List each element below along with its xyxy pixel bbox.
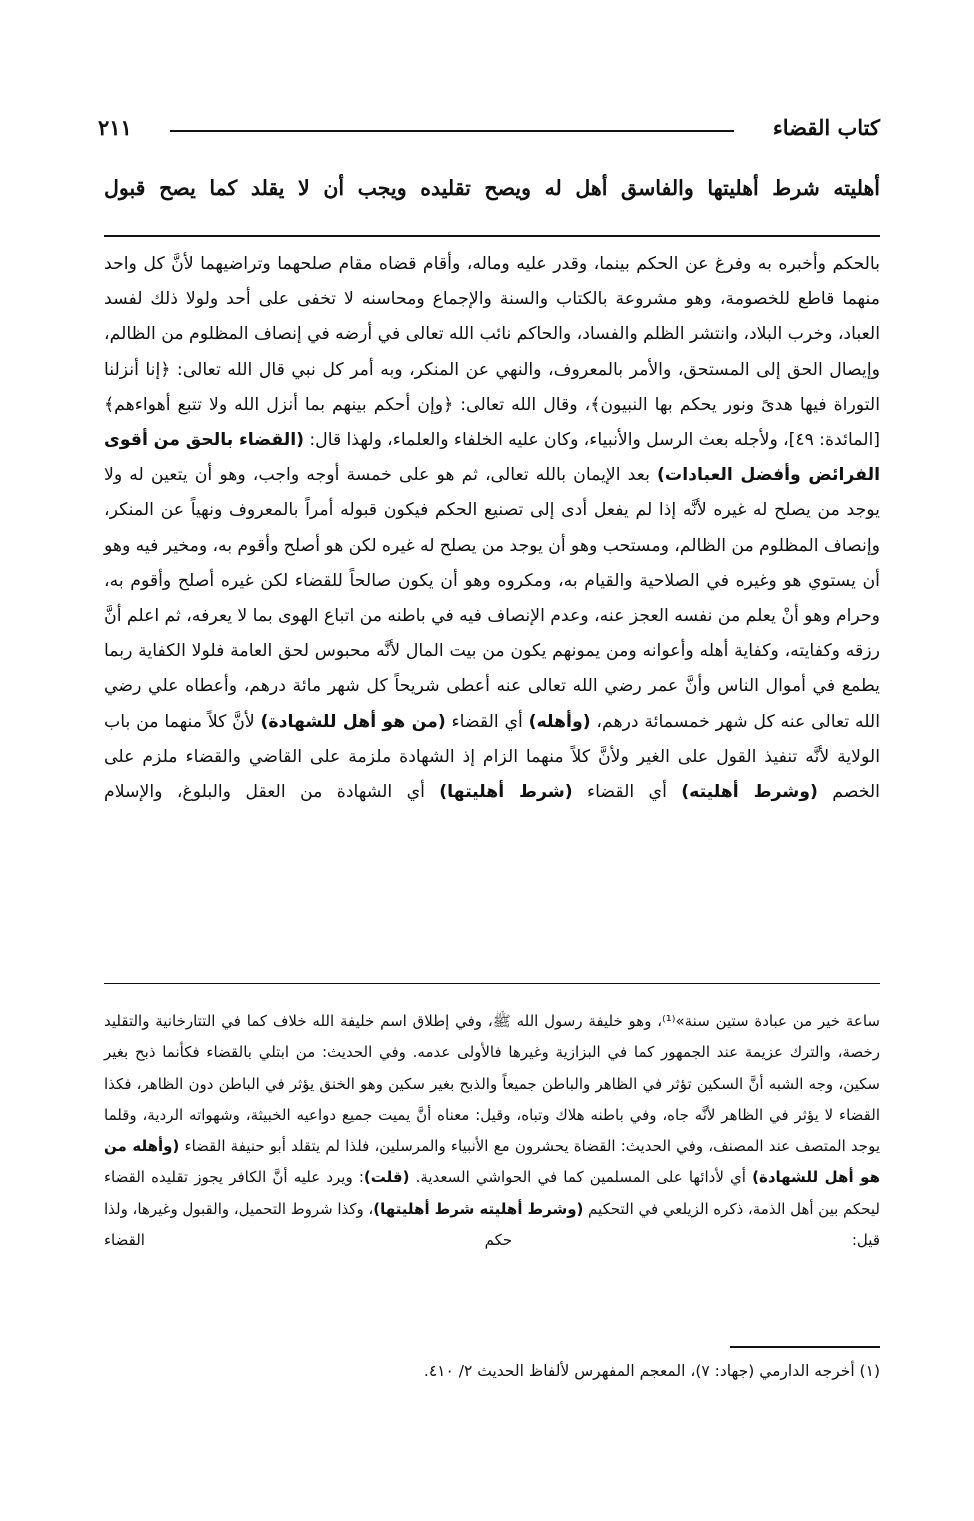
- commentary-segment: لأنَّ كلاً منهما من باب الولاية لأنَّه تنفيذ القول على الغير ولأنَّ كلاً منهما الزام إذ الشهادة ملزمة على القاضي والقضاء ملزم على الخصم: [104, 711, 880, 803]
- marginal-notes-text: [104, 1006, 880, 1256]
- quoted-matn-phrase: (وشرط أهليته): [681, 782, 818, 803]
- quoted-matn-phrase: (القضاء بالحق من أقوى الفرائض وأفضل العبادات): [104, 430, 881, 486]
- page-header: [98, 113, 880, 147]
- commentary-segment: بعد الإيمان بالله تعالى، ثم هو على خمسة أوجه واجب، وهو أن يتعين له ولا يوجد من يصلح له غيره لأنَّه إذا لم يفعل أدى إلى تصنيع الحكم فيكون قبوله أمراً بالمعروف ونهياً عن المنكر، وإنصاف المظلوم من الظالم، ومستحب وهو أن يوجد من يصلح له غيره لكن هو أصلح وأقوم به، ومخير فيه وهو أن يستوي هو وغيره في الصلاحية والقيام به، ومكروه وهو أن يكون صالحاً للقضاء لكن غيره أصلح وأقوم به، وحرام وهو أنْ يعلم من نفسه العجز عنه، وعدم الإنصاف فيه في باطنه من اتباع الهوى بما لا يعرفه، ثم اعلم أنَّ رزقه وكفايته، وكفاية أهله وأعوانه ومن يمونهم يكون من بيت المال لأنَّه محبوس لحق العامة فلولا الكفاية ربما يطمع في أموال الناس وأنَّ عمر رضي الله تعالى عنه أعطى شريحاً كل شهر مائة درهم، وأعطاه علي رضي الله تعالى عنه كل شهر خمسمائة درهم،: [104, 465, 880, 732]
- commentary-segment: أي القضاء: [572, 782, 682, 803]
- header-rule: [170, 130, 734, 132]
- notes-segment: : ويرد عليه أنَّ الكافر يجوز تقليده القضاء ليحكم بين أهل الذمة، ذكره الزيلعي في التحكيم: [104, 1168, 880, 1218]
- matn-text: أهليته شرط أهليتها والفاسق أهل له ويصح تقليده ويجب أن لا يقلد كما يصح قبول: [104, 176, 880, 200]
- matn-separator-rule: [104, 235, 880, 237]
- notes-segment: أي لأدائها على المسلمين كما في الحواشي السعدية.: [409, 1168, 753, 1187]
- quoted-matn-phrase: (قلت): [363, 1168, 410, 1187]
- running-title: كتاب القضاء: [772, 115, 880, 140]
- commentary-segment: أي الشهادة من العقل والبلوغ، والإسلام: [104, 782, 440, 803]
- quoted-matn-phrase: (وأهله): [528, 711, 591, 732]
- notes-segment: ساعة خير من عبادة ستين سنة»⁽¹⁾، وهو خليفة رسول الله ﷺ، وفي إطلاق اسم خليفة الله خلاف كما في التتارخانية والتقليد رخصة، والترك عزيمة عند الجمهور كما في البزازية وغيرها فالأولى عدمه. وفي الحديث: من ابتلي بالقضاء فكأنما ذبح بغير سكين، وجه الشبه أنَّ السكين تؤثر في الظاهر والباطن جميعاً والذبح بغير سكين وهو الخنق يؤثر في الباطن دون الظاهر، فكذا القضاء لا يؤثر في الظاهر لأنَّه جاه، وفي باطنه هلاك وتباه، وقيل: معناه أنَّ يميت جميع دواعيه الخبيثة، وشهواته الردية، وقلما يوجد المتصف عند المصنف، وفي الحديث: القضاة يحشرون مع الأنبياء والمرسلين، فلذا لم يتقلد أبو حنيفة القضاء: [104, 1012, 881, 1156]
- page-number: ٢١١: [98, 115, 132, 140]
- hashiyah-separator-rule: [104, 983, 880, 984]
- notes-segment: ، وكذا شروط التحميل، والقبول وغيرها، ولذا قيل: حكم القضاء: [104, 1199, 880, 1250]
- footnote-text: (١) أخرجه الدارمي (جهاد: ٧)، المعجم المفهرس لألفاظ الحديث ٢/ ٤١٠.: [423, 1362, 880, 1380]
- quoted-matn-phrase: (وأهله من هو أهل للشهادة): [104, 1137, 880, 1187]
- commentary-segment: بالحكم وأخبره به وفرغ عن الحكم بينما، وقدر عليه وماله، وأقام قضاه مقام صلحهما وتراضيهما لأنَّ كل واحد منهما قاطع للخصومة، وهو مشروعة بالكتاب والسنة والإجماع ومحاسنه لا تخفى على أحد ولولا ذلك لفسد العباد، وخرب البلاد، وانتشر الظلم والفساد، والحاكم نائب الله تعالى في أرضه في إنصاف المظلوم من الظالم، وإيصال الحق إلى المستحق، والأمر بالمعروف، والنهي عن المنكر، وبه أمر كل نبي قال الله تعالى: ﴿إنا أنزلنا التوراة فيها هدىً ونور يحكم بها النبيون﴾، وقال الله تعالى: ﴿وإن أحكم بينهم بما أنزل الله ولا تتبع أهواءهم﴾ [المائدة: ٤٩]، ولأجله بعث الرسل والأنبياء، وكان عليه الخلفاء والعلماء، ولهذا قال:: [104, 254, 881, 451]
- quoted-matn-phrase: (من هو أهل للشهادة): [260, 711, 446, 732]
- commentary-text: [104, 247, 880, 810]
- quoted-matn-phrase: (شرط أهليتها): [439, 782, 573, 803]
- commentary-segment: أي القضاء: [445, 711, 529, 732]
- footnote-separator-rule: [730, 1346, 880, 1348]
- quoted-matn-phrase: (وشرط أهليته شرط أهليتها): [373, 1199, 584, 1218]
